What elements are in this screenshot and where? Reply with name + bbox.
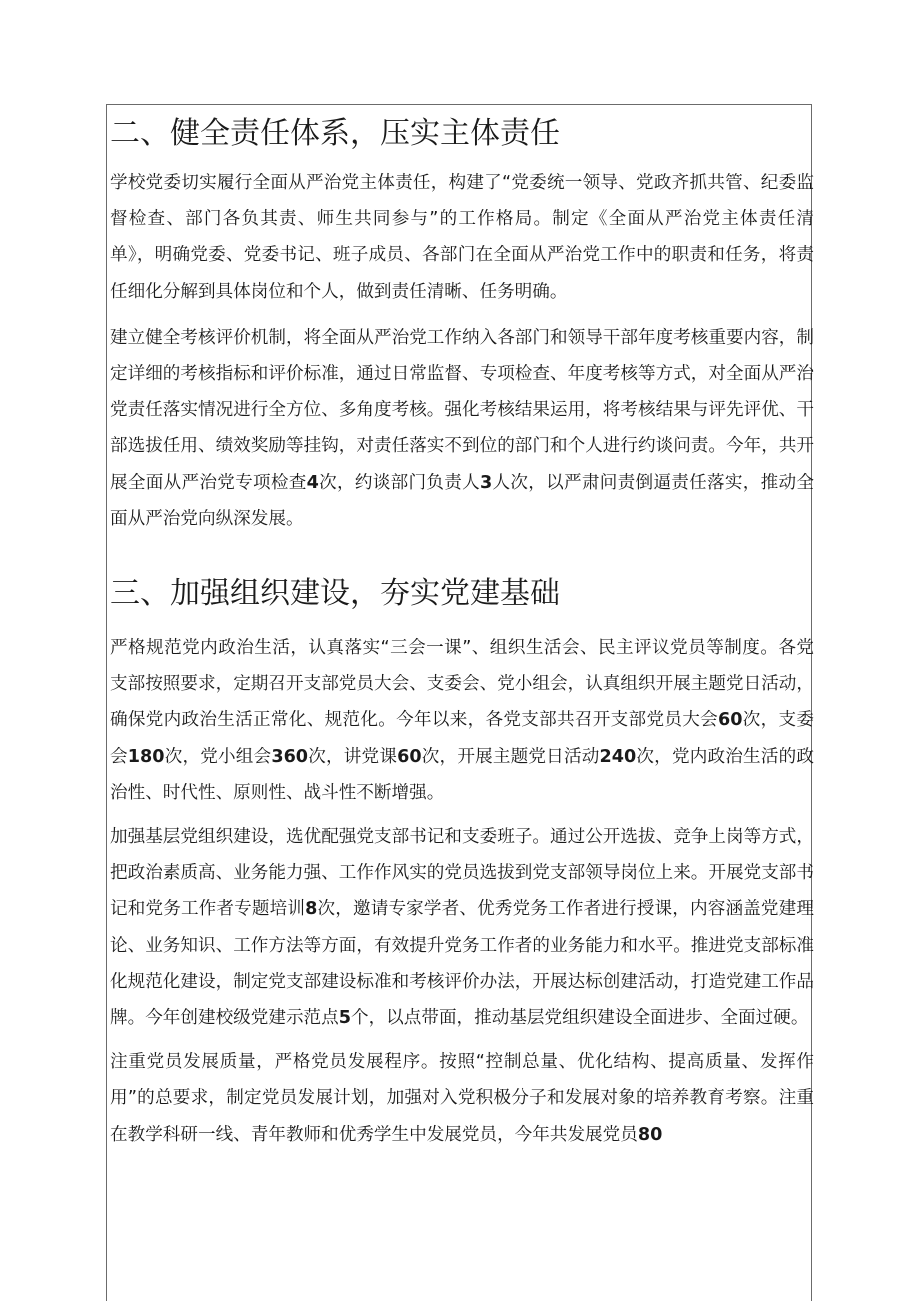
text-run: 次，党内政治生活的政治性、时代性、原则性、战斗性不断增强。 xyxy=(110,746,814,803)
text-run: 建立健全考核评价机制，将全面从严治党工作纳入各部门和领导干部年度考核重要内容，制定详细的考核指标和评价标准，通过日常监督、专项检查、年度考核等方式，对全面从严治党责任落实情况进行全方位、多角度考核。强化考核结果运用，将考核结果与评先评优、干部选拔任用、绩效奖励等挂钩，对责任落实不到位的部门和个人进行约谈问责。今年，共开展全面从严治党专项检查 xyxy=(110,327,814,493)
stat-number: 80 xyxy=(637,1124,663,1145)
stat-number: 240 xyxy=(599,746,637,767)
stat-number: 8 xyxy=(305,899,318,920)
section-heading-responsibility: 二、健全责任体系，压实主体责任 xyxy=(110,116,560,151)
stat-number: 60 xyxy=(717,710,743,731)
document-body xyxy=(110,110,814,1153)
text-run: 次，讲党课 xyxy=(308,746,398,767)
text-run: 加强基层党组织建设，选优配强党支部书记和支委班子。通过公开选拔、竞争上岗等方式，把政治素质高、业务能力强、工作作风实的党员选拔到党支部领导岗位上来。开展党支部书记和党务工作者专题培训 xyxy=(110,827,814,920)
text-run: 次，开展主题党日活动 xyxy=(421,746,600,767)
stat-number: 360 xyxy=(271,746,309,767)
paragraph-grassroots-organization xyxy=(110,819,814,1036)
stat-number: 180 xyxy=(127,746,165,767)
paragraph-responsibility-system: 学校党委切实履行全面从严治党主体责任，构建了“党委统一领导、党政齐抓共管、纪委监督检查、部门各负其责、师生共同参与”的工作格局。制定《全面从严治党主体责任清单》，明确党委、党委书记、班子成员、各部门在全面从严治党工作中的职责和任务，将责任细化分解到具体岗位和个人，做到责任清晰、任务明确。 xyxy=(110,173,814,302)
text-run: 次，党小组会 xyxy=(164,746,272,767)
stat-number: 5 xyxy=(338,1008,351,1029)
text-run: 人次，以严肃问责倒逼责任落实，推动全面从严治党向纵深发展。 xyxy=(110,472,814,529)
text-run: 次，邀请专家学者、优秀党务工作者进行授课，内容涵盖党建理论、业务知识、工作方法等方面，有效提升党务工作者的业务能力和水平。推进党支部标准化规范化建设，制定党支部建设标准和考核评价办法，开展达标创建活动，打造党建工作品牌。今年创建校级党建示范点 xyxy=(110,899,814,1029)
text-run: 注重党员发展质量，严格党员发展程序。按照“控制总量、优化结构、提高质量、发挥作用”的总要求，制定党员发展计划，加强对入党积极分子和发展对象的培养教育考察。注重在教学科研一线、青年教师和优秀学生中发展党员，今年共发展党员 xyxy=(110,1052,814,1145)
text-run: 个，以点带面，推动基层党组织建设全面进步、全面过硬。 xyxy=(350,1008,809,1029)
section-heading-organization: 三、加强组织建设，夯实党建基础 xyxy=(110,576,560,612)
paragraph-political-life xyxy=(110,630,814,811)
stat-number: 4 xyxy=(306,472,319,493)
stat-number: 60 xyxy=(397,746,422,767)
text-run: 严格规范党内政治生活，认真落实“三会一课”、组织生活会、民主评议党员等制度。各党支部按照要求，定期召开支部党员大会、支委会、党小组会，认真组织开展主题党日活动，确保党内政治生活正常化、规范化。今年以来，各党支部共召开支部党员大会 xyxy=(110,638,814,731)
text-run: 次，支委会 xyxy=(110,710,814,767)
paragraph-member-development xyxy=(110,1044,814,1153)
paragraph-assessment-mechanism xyxy=(110,320,814,537)
stat-number: 3 xyxy=(480,472,493,493)
text-run: 次，约谈部门负责人 xyxy=(318,472,480,493)
